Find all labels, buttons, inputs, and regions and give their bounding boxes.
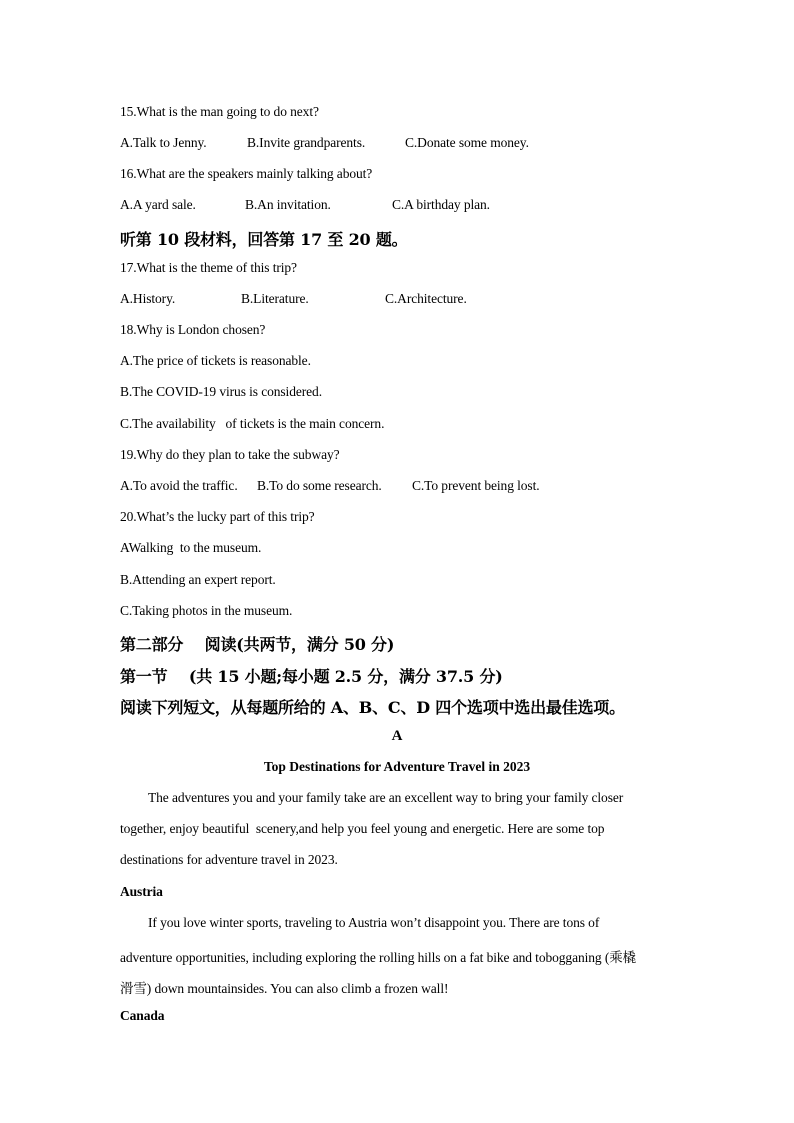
austria-line-1: If you love winter sports, traveling to Austria won’t disappoint you. There are tons of: [148, 915, 600, 930]
austria-line-3: 滑雪) down mountainsides. You can also climb a frozen wall!: [120, 981, 449, 996]
question-20: 20.What’s the lucky part of this trip?: [120, 509, 315, 524]
q15-option-c: C.Donate some money.: [405, 135, 529, 150]
question-19: 19.Why do they plan to take the subway?: [120, 447, 340, 462]
canada-heading: Canada: [120, 1008, 165, 1023]
reading-section-title: 第一节 (共 15 小题;每小题 2.5 分，满分 37.5 分): [120, 667, 503, 686]
passage-title: Top Destinations for Adventure Travel in 2023: [263, 759, 531, 774]
q17-option-b: B.Literature.: [241, 291, 309, 306]
q20-option-c: C.Taking photos in the museum.: [120, 603, 293, 618]
q15-option-a: A.Talk to Jenny.: [120, 135, 207, 150]
q17-option-c: C.Architecture.: [385, 291, 467, 306]
question-17: 17.What is the theme of this trip?: [120, 260, 297, 275]
q15-option-b: B.Invite grandparents.: [247, 135, 366, 150]
question-16: 16.What are the speakers mainly talking about?: [120, 166, 373, 181]
q20-option-a: AWalking to the museum.: [120, 540, 262, 555]
q18-option-a: A.The price of tickets is reasonable.: [120, 353, 311, 368]
question-15: 15.What is the man going to do next?: [120, 104, 319, 119]
intro-line-3: destinations for adventure travel in 2023.: [120, 852, 338, 867]
question-18: 18.Why is London chosen?: [120, 322, 266, 337]
q16-option-b: B.An invitation.: [245, 197, 331, 212]
reading-part-title: 第二部分 阅读(共两节，满分 50 分): [120, 635, 395, 654]
intro-line-1: The adventures you and your family take are an excellent way to bring your family closer: [148, 790, 624, 805]
q20-option-b: B.Attending an expert report.: [120, 572, 276, 587]
listening-section-10-heading: 听第 10 段材料，回答第 17 至 20 题。: [120, 230, 408, 249]
q17-option-a: A.History.: [120, 291, 176, 306]
passage-letter: A: [391, 728, 403, 744]
q18-option-c: C.The availability of tickets is the main concern.: [120, 416, 385, 431]
q16-option-c: C.A birthday plan.: [392, 197, 490, 212]
reading-instruction: 阅读下列短文，从每题所给的 A、B、C、D 四个选项中选出最佳选项。: [120, 698, 625, 717]
austria-line-2: adventure opportunities, including exploring the rolling hills on a fat bike and tobogganing (乘橇: [120, 950, 637, 965]
q19-option-b: B.To do some research.: [257, 478, 382, 493]
q19-option-c: C.To prevent being lost.: [412, 478, 540, 493]
intro-line-2: together, enjoy beautiful scenery,and help you feel young and energetic. Here are some top: [120, 821, 605, 836]
q16-option-a: A.A yard sale.: [120, 197, 196, 212]
q18-option-b: B.The COVID-19 virus is considered.: [120, 384, 322, 399]
austria-heading: Austria: [120, 884, 163, 899]
q19-option-a: A.To avoid the traffic.: [120, 478, 238, 493]
